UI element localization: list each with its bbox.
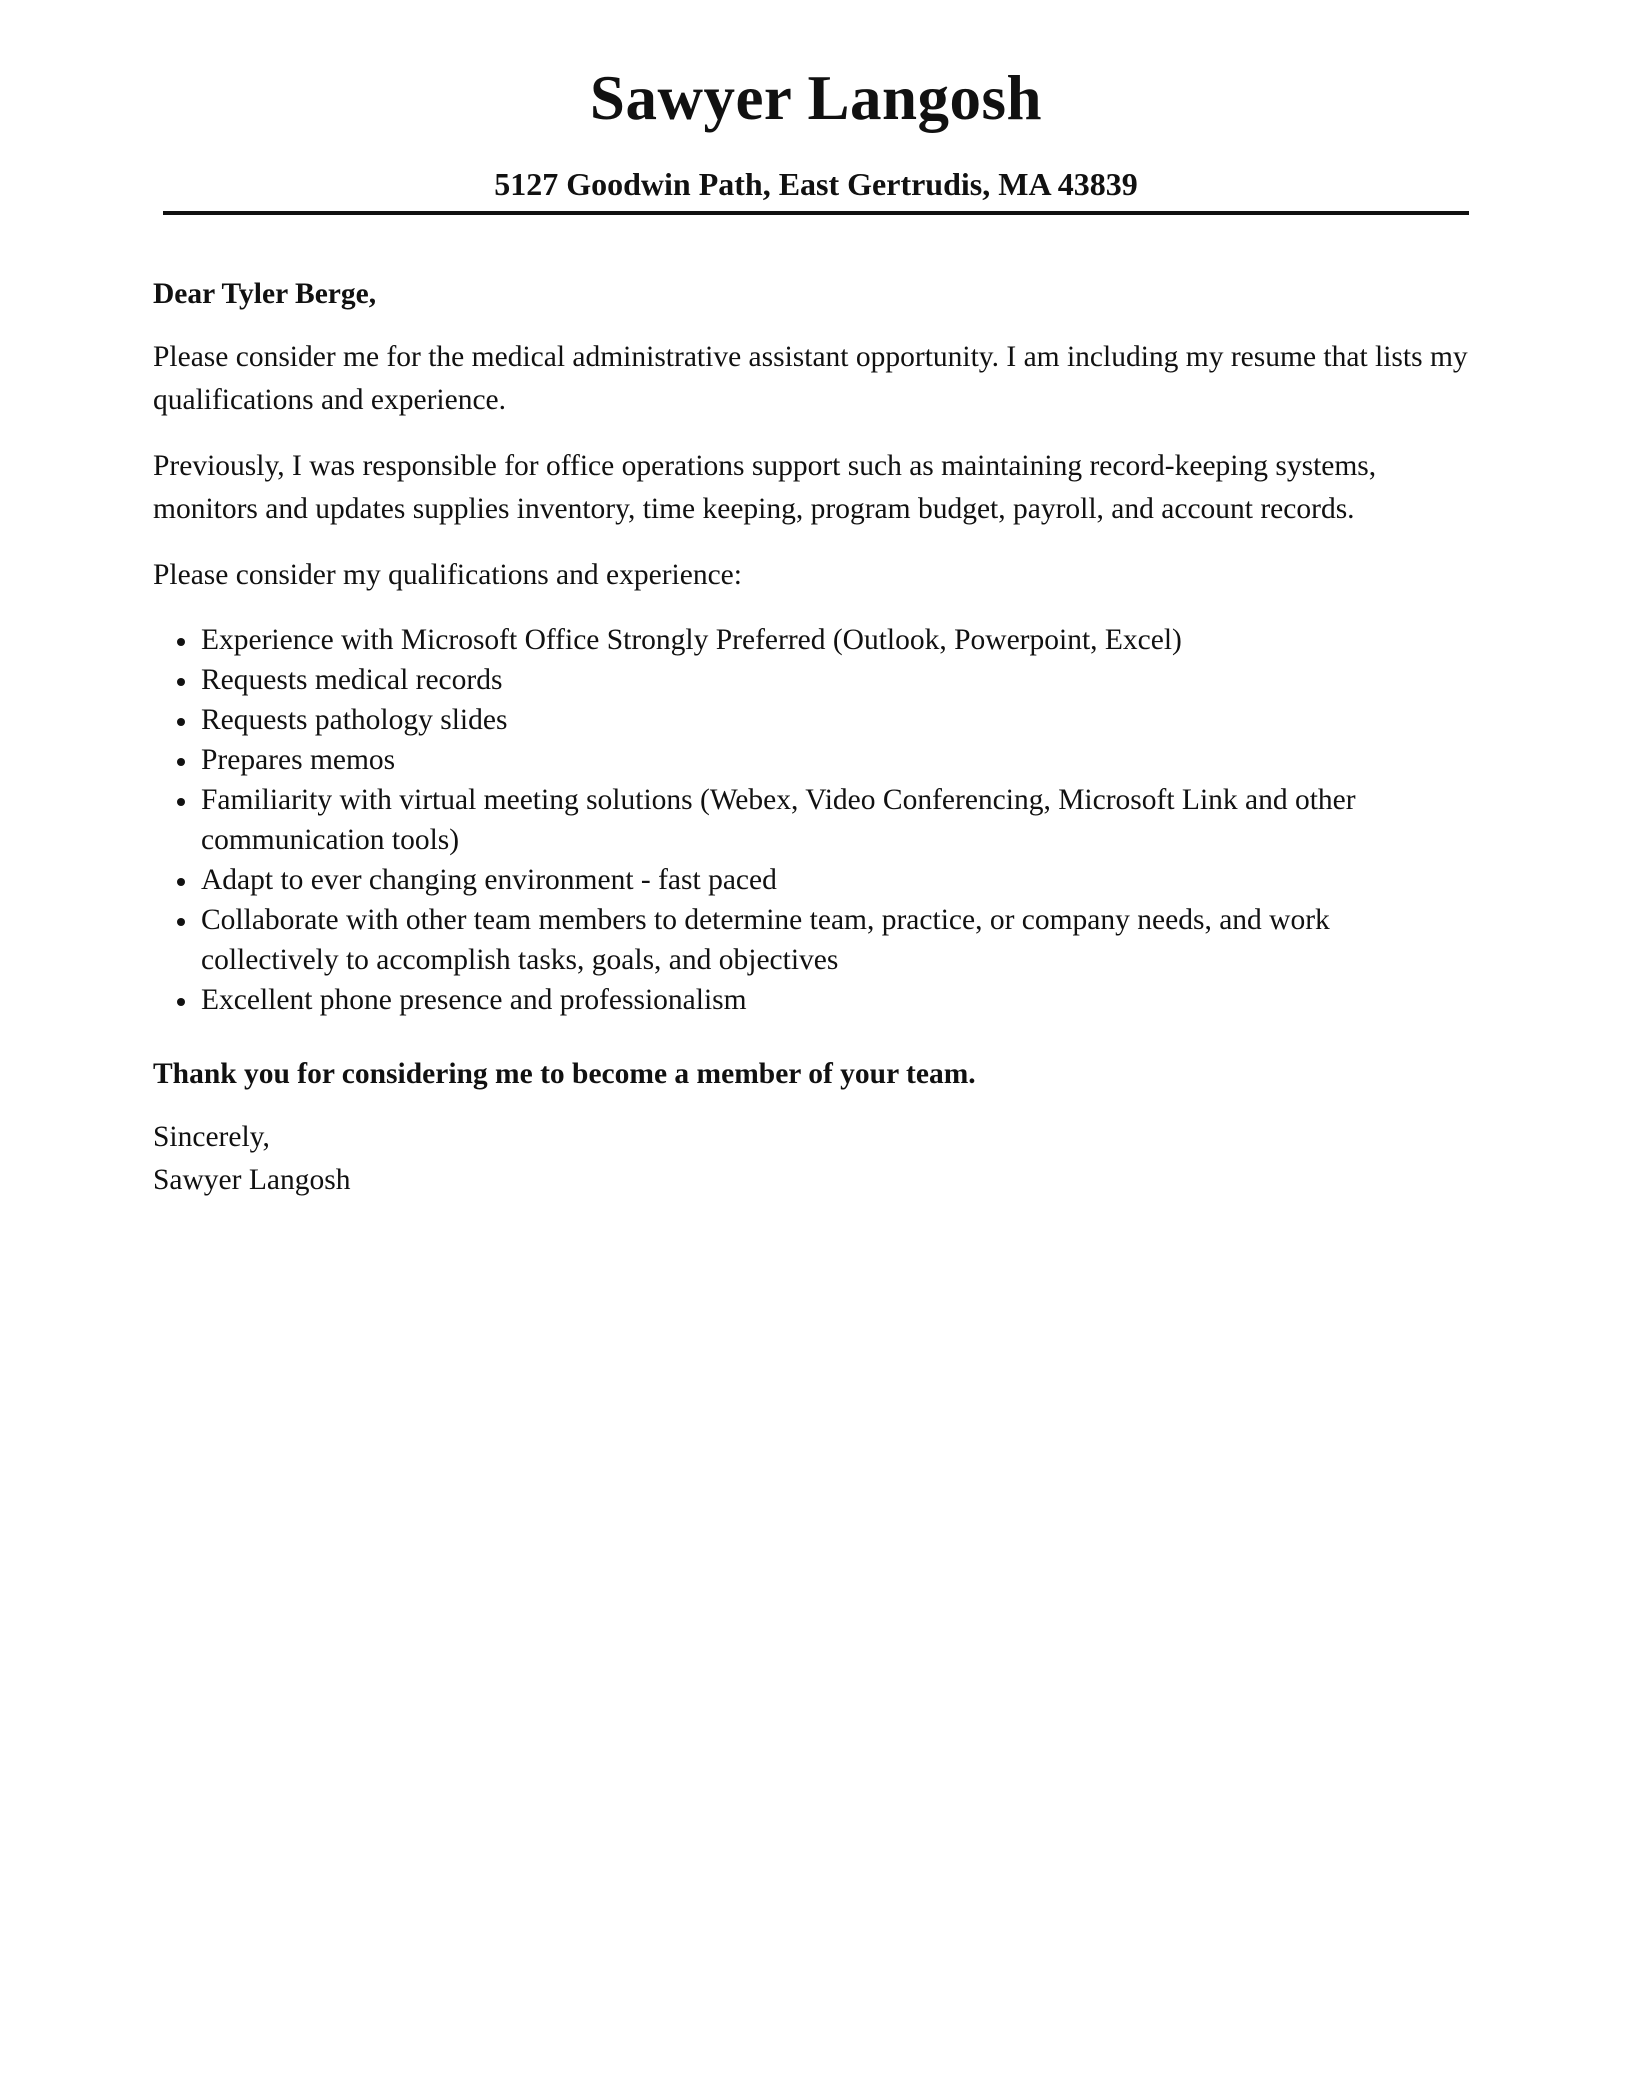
list-item-text: Familiarity with virtual meeting solutions (Webex, Video Conferencing, Microsoft Link and other communication tools) [201,784,1356,856]
header-divider [163,211,1469,215]
bullet-icon [177,678,185,686]
list-item [153,660,1473,700]
list-item-text: Experience with Microsoft Office Strongly Preferred (Outlook, Powerpoint, Excel) [201,624,1182,656]
qualifications-intro: Please consider my qualifications and experience: [153,559,742,591]
list-item [153,980,1473,1020]
qualifications-list [153,620,1473,1020]
letter-body [153,274,1473,1202]
list-item-text: Prepares memos [201,744,396,776]
list-item [153,860,1473,900]
bullet-icon [177,878,185,886]
list-item [153,900,1473,980]
list-item [153,740,1473,780]
bullet-icon [177,918,185,926]
list-item-text: Adapt to ever changing environment - fast paced [201,864,777,896]
list-item [153,700,1473,740]
bullet-icon [177,798,185,806]
bullet-icon [177,758,185,766]
list-item-text: Requests medical records [201,664,503,696]
bullet-icon [177,718,185,726]
bullet-icon [177,998,185,1006]
list-item [153,620,1473,660]
list-item-text: Collaborate with other team members to determine team, practice, or company needs, and work collectively to accomplish tasks, goals, and objectives [201,904,1330,976]
list-item [153,780,1473,860]
signoff: Sincerely, [153,1121,270,1153]
signature-name: Sawyer Langosh [153,1164,351,1196]
experience-paragraph: Previously, I was responsible for office operations support such as maintaining record-keeping systems, monitors and updates supplies inventory, time keeping, program budget, payroll, and account records. [153,450,1377,525]
applicant-address: 5127 Goodwin Path, East Gertrudis, MA 43839 [494,166,1138,202]
list-item-text: Requests pathology slides [201,704,508,736]
bullet-icon [177,638,185,646]
list-item-text: Excellent phone presence and professionalism [201,984,747,1016]
salutation: Dear Tyler Berge, [153,278,377,310]
applicant-name: Sawyer Langosh [589,63,1043,133]
intro-paragraph: Please consider me for the medical administrative assistant opportunity. I am including my resume that lists my qualifications and experience. [153,341,1468,416]
closing-line: Thank you for considering me to become a member of your team. [153,1058,976,1090]
